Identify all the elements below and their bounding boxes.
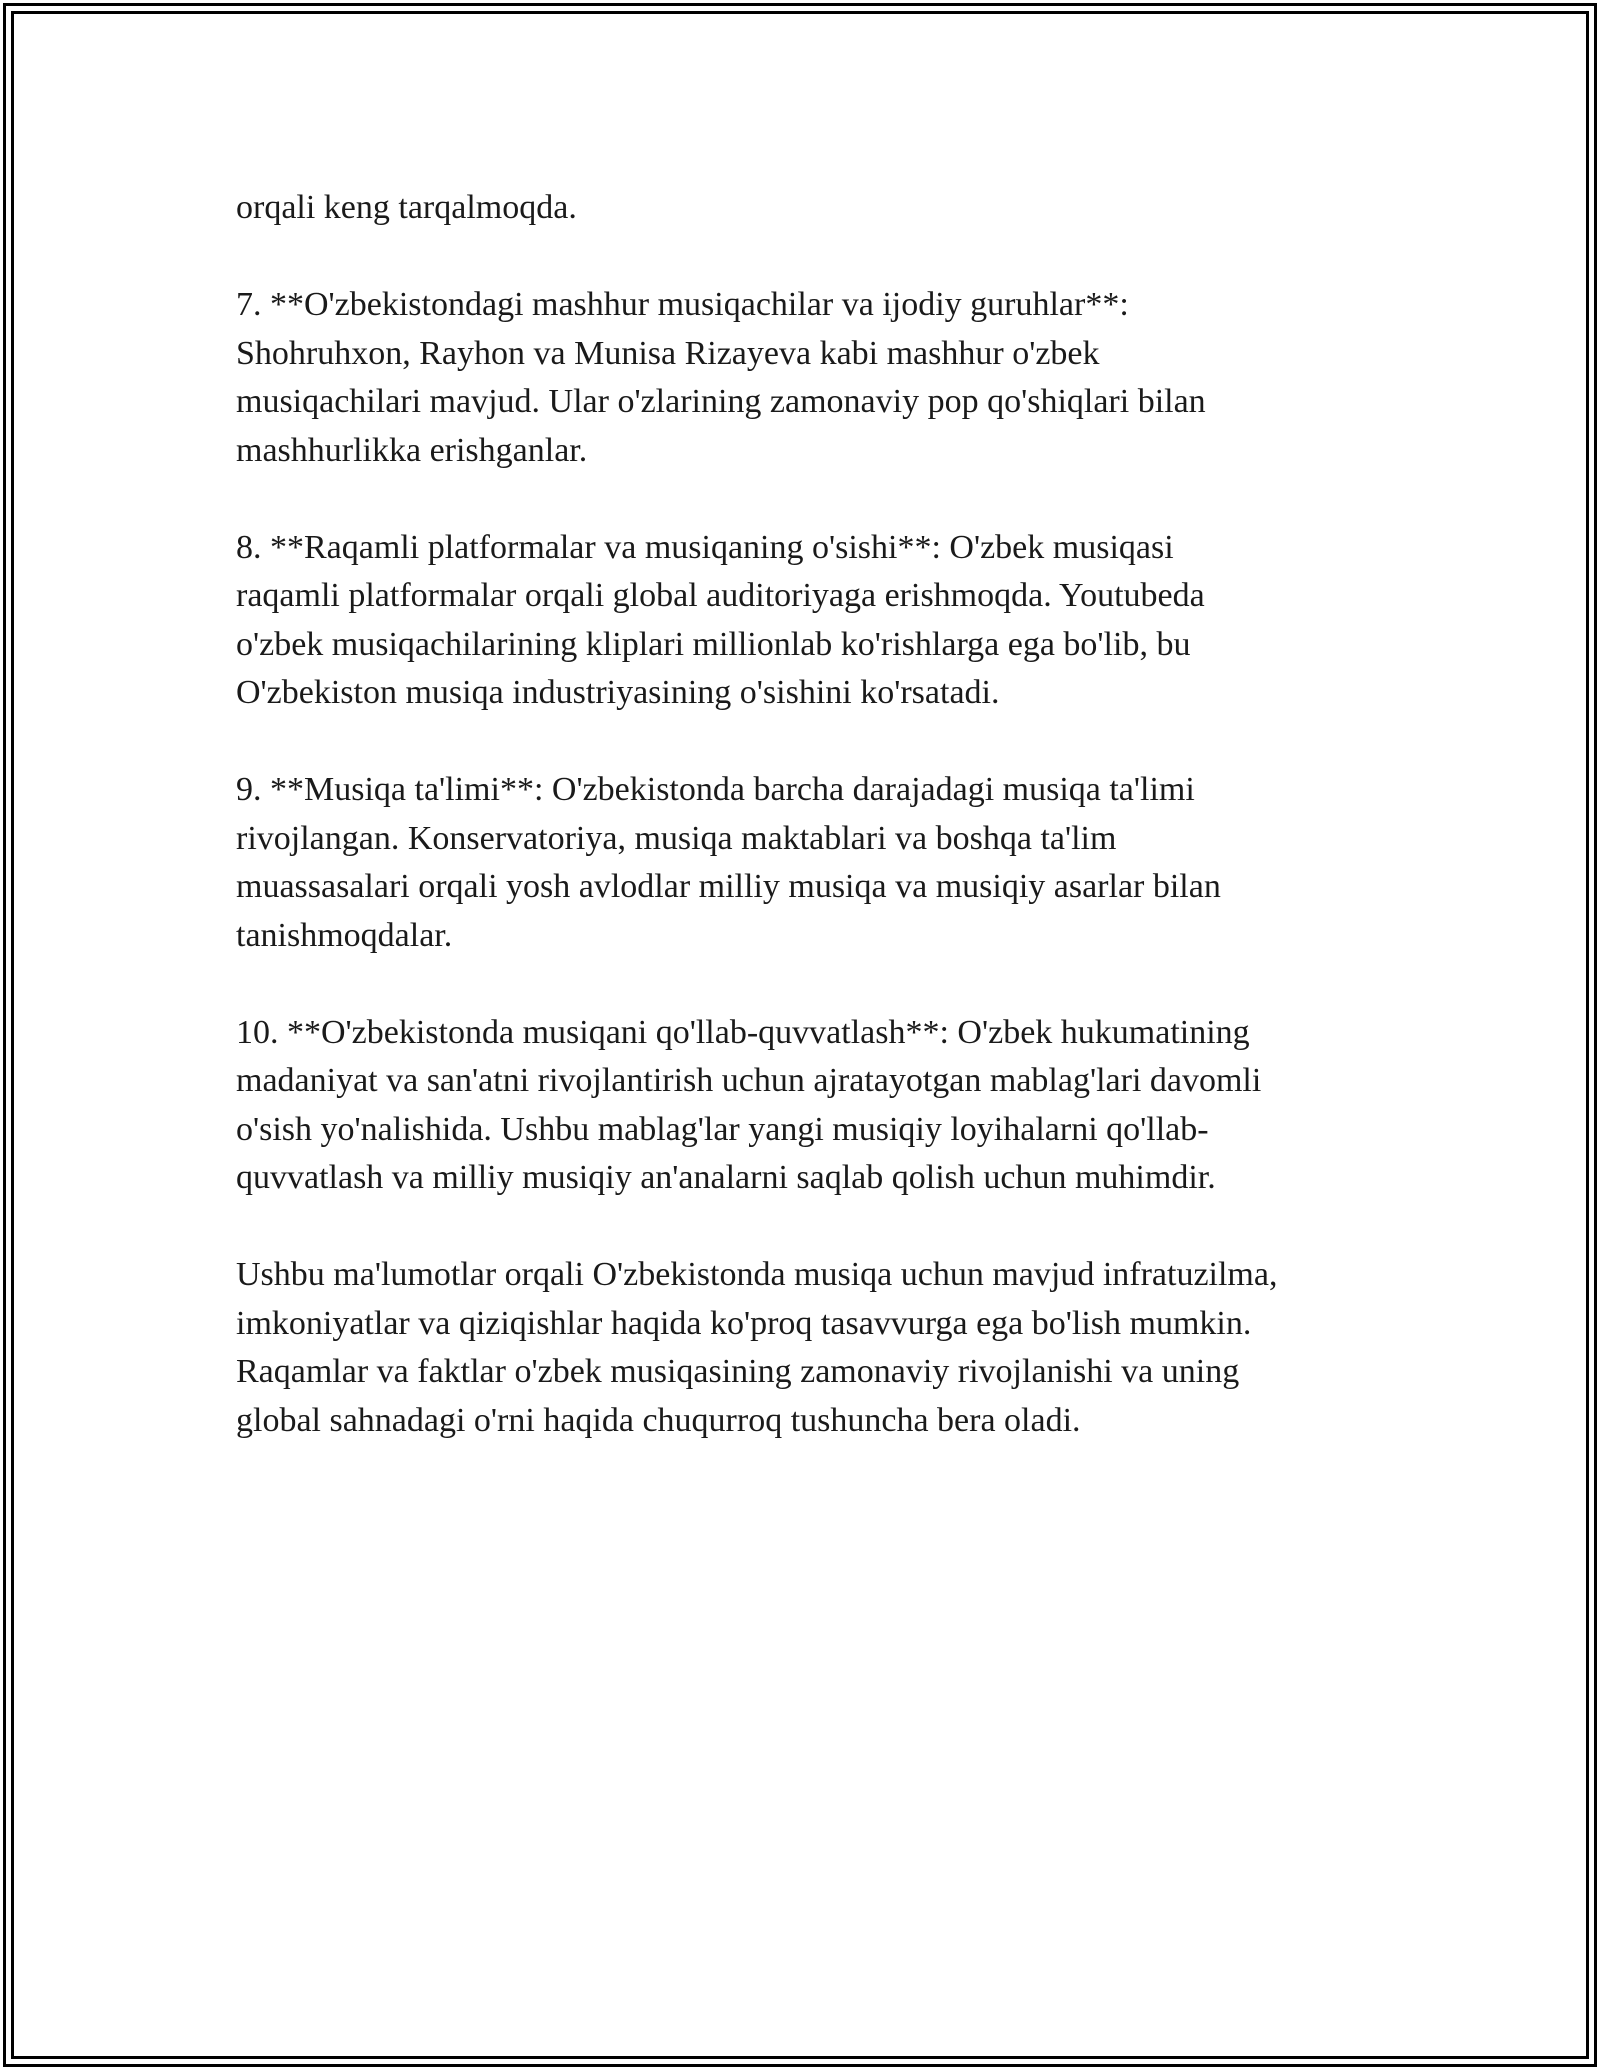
text-line: madaniyat va san'atni rivojlantirish uchun ajratayotgan mablag'lari davomli <box>236 1062 1262 1099</box>
paragraph-item-9 <box>236 766 1386 960</box>
text-line: Ushbu ma'lumotlar orqali O'zbekistonda musiqa uchun mavjud infratuzilma, <box>236 1256 1278 1293</box>
paragraph-conclusion <box>236 1251 1386 1445</box>
text-line: 8. **Raqamli platformalar va musiqaning o'sishi**: O'zbek musiqasi <box>236 528 1174 566</box>
text-line: musiqachilari mavjud. Ular o'zlarining zamonaviy pop qo'shiqlari bilan <box>236 383 1206 420</box>
text-line: Shohruhxon, Rayhon va Munisa Rizayeva kabi mashhur o'zbek <box>236 334 1100 372</box>
text-line: orqali keng tarqalmoqda. <box>236 189 577 226</box>
text-line: mashhurlikka erishganlar. <box>236 431 588 469</box>
text-line: O'zbekiston musiqa industriyasining o'sishini ko'rsatadi. <box>236 674 1000 711</box>
text-line: o'zbek musiqachilarining kliplari millionlab ko'rishlarga ega bo'lib, bu <box>236 625 1191 663</box>
text-line: quvvatlash va milliy musiqiy an'analarni saqlab qolish uchun muhimdir. <box>236 1159 1216 1196</box>
text-line: raqamli platformalar orqali global auditoriyaga erishmoqda. Youtubeda <box>236 577 1205 614</box>
text-line: global sahnadagi o'rni haqida chuqurroq tushuncha bera oladi. <box>236 1401 1081 1439</box>
paragraph-item-10 <box>236 1009 1386 1203</box>
text-line: 9. **Musiqa ta'limi**: O'zbekistonda barcha darajadagi musiqa ta'limi <box>236 771 1195 808</box>
text-line: muassasalari orqali yosh avlodlar milliy musiqa va musiqiy asarlar bilan <box>236 868 1221 905</box>
text-line: 7. **O'zbekistondagi mashhur musiqachilar va ijodiy guruhlar**: <box>236 286 1129 323</box>
text-line: rivojlangan. Konservatoriya, musiqa maktablari va boshqa ta'lim <box>236 819 1117 857</box>
paragraph-continuation <box>236 184 1386 233</box>
paragraph-item-8 <box>236 524 1386 718</box>
text-line: o'sish yo'nalishida. Ushbu mablag'lar yangi musiqiy loyihalarni qo'llab- <box>236 1110 1209 1148</box>
text-line: 10. **O'zbekistonda musiqani qo'llab-quvvatlash**: O'zbek hukumatining <box>236 1013 1250 1051</box>
text-line: tanishmoqdalar. <box>236 916 453 954</box>
document-body <box>236 184 1386 1445</box>
text-line: Raqamlar va faktlar o'zbek musiqasining zamonaviy rivojlanishi va uning <box>236 1353 1240 1390</box>
paragraph-item-7 <box>236 281 1386 475</box>
text-line: imkoniyatlar va qiziqishlar haqida ko'proq tasavvurga ega bo'lish mumkin. <box>236 1304 1252 1342</box>
